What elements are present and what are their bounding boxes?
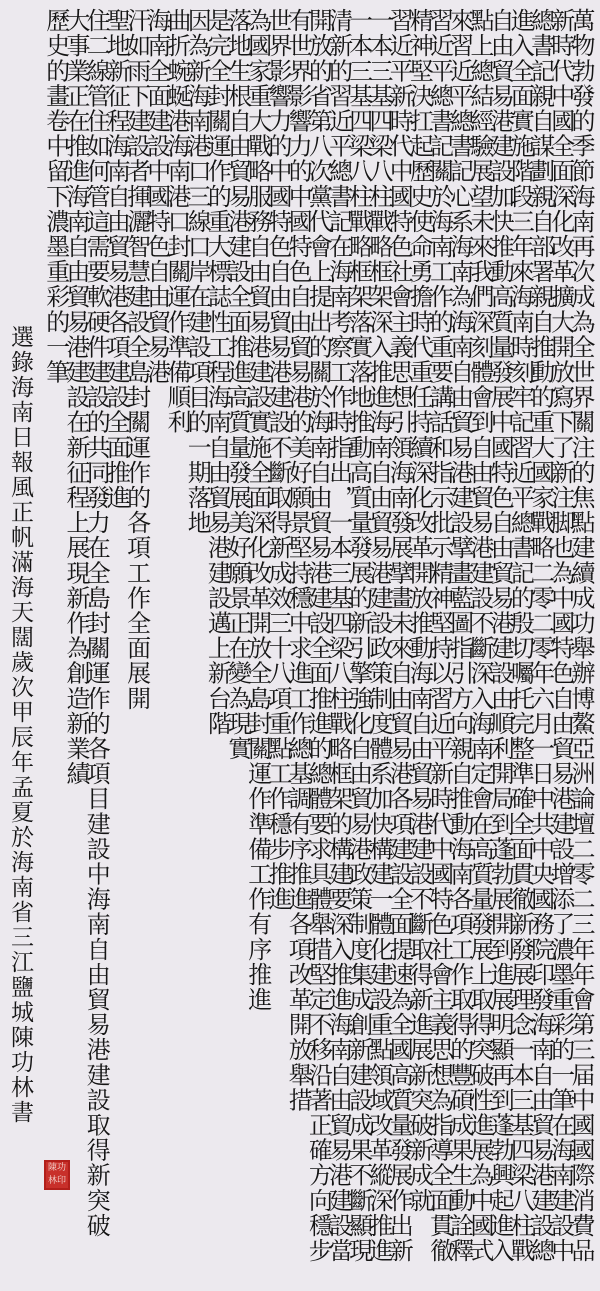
calligraphy-column: 大事業正在推進海南自由貿易港建設在新征程上展現新作為創造新業績 xyxy=(62,8,90,787)
calligraphy-column: 住二線管住如何管這需要軟硬件建設的共同發力在全島封關運作的各項目建設中海南自由貿易港建設取得新突破 xyxy=(82,8,111,1238)
calligraphy-column: 精神堅決扛起歷史使命勇擔時代重任持續深化改革開放推動海南自由貿易港建設不斷取得新進展新突破新成就 xyxy=(405,8,434,1213)
calligraphy-column: 習近平總書記關於海南工作的重要講話和指示批示精神堅持以習近平新時代中國特色社會主義思想為指導全面貫徹 xyxy=(425,8,454,1263)
calligraphy-column: 萬物勃發的季節海南再次成為全世界關注的焦點建續成功舉辦博鰲亞洲論壇二零二三年年會第三届中國國際消費品 xyxy=(567,8,595,1263)
calligraphy-column: 曲折蜿蜒港海南港口封關運作準備順利 xyxy=(163,8,191,435)
calligraphy-column: 海南全面建設中國特色自由貿易港 xyxy=(142,8,171,385)
calligraphy-column: 點上總結經驗展望未來我們深刻體會到自由貿易港建設不斷深入海南定會在高質量發展上取得突破性進展為中國式 xyxy=(466,8,494,1263)
calligraphy-column: 有世界影響力的中國特色自由貿易港的美好願景堅持穩中求進工作總基調有序推進各項改革開放舉措 xyxy=(284,8,313,1113)
calligraphy-column: 汗如雨下建設者揮灑智慧建設全島封關運作的各項工作全面展開 xyxy=(122,8,151,711)
calligraphy-column: 一本三基四梁八柱戰略框架深入推進海南自由貿易港建設政策制度體系加快構建一體化建設重點領域改革縱深推進 xyxy=(365,8,393,1263)
calligraphy-column: 進入全面實施階段三年來海南時刻牢記習近平總書記的殷切囑托完整準確全面貫徹新發展理念一本三基四梁八柱戰 xyxy=(506,8,535,1263)
calligraphy-column: 清新的習近平總書記在海南考察工作時指出，一本三基四梁八柱戰略框架的構建要深入推進海南自由貿易港建設當 xyxy=(324,8,353,1263)
calligraphy-column: 因為新海南港口三線口岸在建設項目的一期落地 xyxy=(183,8,212,536)
calligraphy-column: 自由貿易港建設加快推動高質量發展中國特色自由貿易港建設由順利開局到蓬勃展開到進展明顯再到蓬勃興起進入 xyxy=(486,8,515,1263)
signature-inscription: 選錄海南日報風正帆滿海天闊歲次甲辰年孟夏於海南省三江鹽城陳功林書 xyxy=(7,325,33,1125)
calligraphy-column: 來習近平總書記心系海南為海南自由貿易港建設擘畫藍圖指引方向親自推動海南各項工作取得的豐碩成果生動詮釋 xyxy=(445,8,474,1263)
calligraphy-column: 聖地新征程海南自由貿易港各項建設全面推進 xyxy=(102,8,131,510)
calligraphy-column: 習近平新時代中國特色社會主義思想引領海南發展擘畫未來自由貿易港各項建設全面提速為全國高質量發展作出新 xyxy=(385,8,414,1263)
calligraphy-column: 開放的省第八次黨代會上提出的關於海南自由貿易港建設全面推進的總體要求具體舉措堅定不移沿著正確方向穩步 xyxy=(304,8,333,1263)
calligraphy-column: 為國家重大戰略服務自由貿易港建設實施全面深化改革開放全島封關運作準備工作有序推進 xyxy=(243,8,272,1012)
calligraphy-column: 新時代中國全面深化改革擴大開放寫下了新注脚也為中國特色自由貿易港建設增添了濃墨重彩的一筆在海南建設中 xyxy=(546,8,575,1263)
calligraphy-column: 一本三基四梁八柱戰略框架落實落地推動高質量發展的新引擎強化自由貿易港政策制度集成創新建設成果不斷顯現 xyxy=(344,8,373,1263)
red-seal-stamp: 陳功林印 xyxy=(44,1160,70,1190)
calligraphy-column: 世界影響力的中國特色自由貿易港建設不斷取得新成效三十八項重點工作穩步推進 xyxy=(264,8,292,912)
calligraphy-column: 總書記親自謀劃親自部署親自推動的重大國家戰略二零二零年六月一日中共中央國務院印發海南自由貿易港建設總 xyxy=(526,8,555,1263)
calligraphy-column: 歷史的畫卷中留下濃墨重彩的一筆 xyxy=(41,8,70,385)
calligraphy-column: 落地生根自由貿易港建設全面推進高質量發展美好願景正在變為現實 xyxy=(223,8,252,761)
calligraphy-column: 是完全封關運作的重大標誌性工程海南自由貿易港建設邁上新台階 xyxy=(203,8,232,736)
